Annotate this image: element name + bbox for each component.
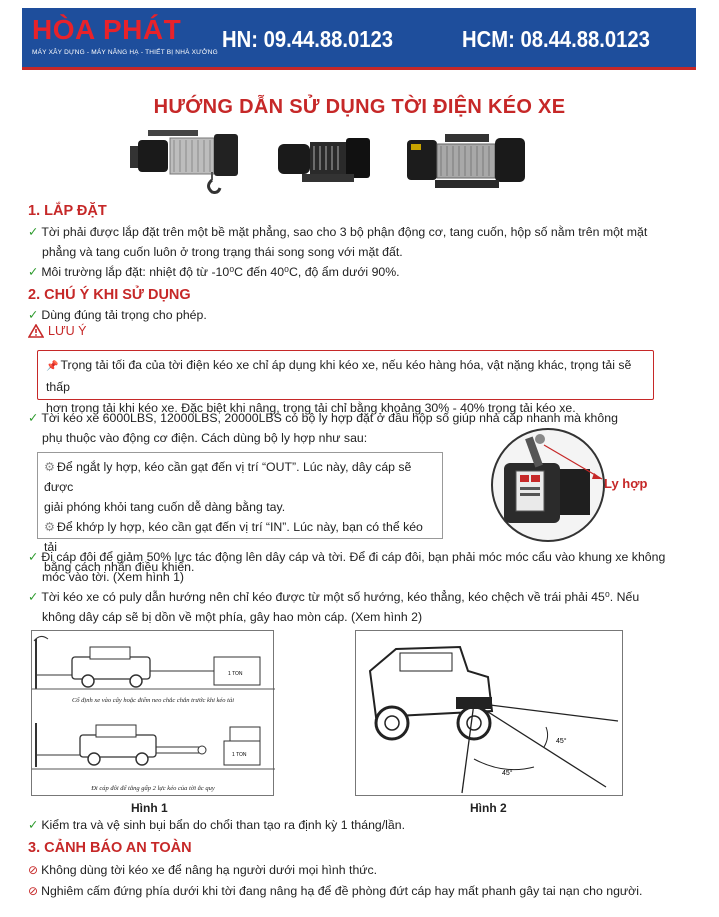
brand-name: HÒA PHÁT (32, 14, 182, 45)
sec3-item-1 (28, 860, 668, 880)
fig1-box-label-1: 1 TON (228, 671, 243, 677)
brand-logo (32, 14, 218, 56)
gear-icon: ⚙ (44, 520, 56, 534)
sec2-pulley (28, 587, 668, 607)
warning-heading (28, 324, 86, 338)
check-icon: ✓ (28, 265, 39, 279)
note-line-2: hơn trọng tải khi kéo xe. Đặc biệt khi nâng, trọng tải chỉ bằng khoảng 30% - 40% trọng tải kéo xe. (46, 401, 576, 415)
sec3-item-2-text: Nghiêm cấm đứng phía dưới khi tời đang nâng hạ để đề phòng đứt cáp hay mất phanh gây tai nạn cho người. (41, 884, 643, 898)
check-icon: ✓ (28, 225, 39, 239)
fig1-box-label-2: 1 TON (232, 752, 247, 758)
sec2-item-1 (28, 305, 668, 325)
sec2-double-cable (28, 547, 668, 567)
header-banner (22, 8, 696, 70)
prohibited-icon: ⊘ (28, 884, 39, 898)
fig2-angle-2: 45° (502, 770, 513, 777)
clutch-out-line-1 (44, 457, 436, 497)
note-line-1 (46, 355, 645, 398)
clutch-in-text: Để khớp ly hợp, kéo cần gạt đến vị trí “IN”. Lúc này, bạn có thể kéo tải (44, 520, 423, 554)
section-2-title: 2. CHÚ Ý KHI SỬ DỤNG (28, 287, 191, 303)
brand-tagline: MÁY XÂY DỰNG - MÁY NÂNG HẠ - THIẾT BỊ NHÀ XƯỞNG (32, 49, 218, 56)
sec2-item-1-text: Dùng đúng tải trọng cho phép. (41, 308, 207, 322)
clutch-photo (490, 425, 665, 545)
sec1-item-2 (28, 262, 668, 282)
check-icon: ✓ (28, 411, 39, 425)
clutch-out-line-2: giải phóng khỏi tang cuốn dễ dàng bằng tay. (44, 500, 286, 514)
sec2-double-cable-cont: móc vào tời. (Xem hình 1) (42, 570, 185, 584)
figure-1-drawing (32, 631, 275, 797)
sec1-item-1-cont: phẳng và tang cuốn luôn ở trong trạng thái song song với mặt đất. (42, 245, 403, 259)
sec2-pulley-text: Tời kéo xe có puly dẫn hướng nên chỉ kéo được từ một số hướng, kéo thẳng, kéo chệch về trái phải 45⁰. Nếu (41, 590, 640, 604)
sec1-item-1-text: Tời phải được lắp đặt trên một bề mặt phẳng, sao cho 3 bộ phận động cơ, tang cuốn, hộp số nằm trên một mặt (41, 225, 648, 239)
check-icon: ✓ (28, 590, 39, 604)
figure-1-label: Hình 1 (131, 801, 168, 815)
section-1-title: 1. LẮP ĐẶT (28, 203, 107, 219)
clutch-in-line-2: bằng cách nhấn điều khiển. (44, 560, 195, 574)
page-title: HƯỚNG DẪN SỬ DỤNG TỜI ĐIỆN KÉO XE (153, 96, 566, 118)
hn-phone[interactable]: HN: 09.44.88.0123 (222, 26, 394, 52)
gear-icon: ⚙ (44, 460, 56, 474)
note-box (37, 350, 654, 415)
sec2-pulley-cont: không dây cáp sẽ bị dồn về một phía, gây hao mòn cáp. (Xem hình 2) (42, 610, 423, 624)
fig2-angle-1: 45° (556, 738, 567, 745)
figure-2-label: Hình 2 (470, 801, 507, 815)
winch-image-2 (276, 130, 374, 188)
check-icon: ✓ (28, 818, 39, 832)
inspect-item (28, 815, 668, 835)
sec2-clutch-intro-cont: phụ thuộc vào động cơ điện. Cách dùng bộ ly hợp như sau: (42, 431, 368, 445)
prohibited-icon: ⊘ (28, 863, 39, 877)
sec1-item-1 (28, 222, 668, 242)
figure-2 (355, 630, 623, 796)
clutch-label: Ly hợp (604, 476, 648, 491)
hcm-phone[interactable]: HCM: 08.44.88.0123 (462, 26, 650, 52)
sec3-item-2 (28, 881, 708, 901)
warning-label: LƯU Ý (48, 324, 87, 338)
sec3-item-1-text: Không dùng tời kéo xe để nâng hạ người dưới mọi hình thức. (41, 863, 378, 877)
sec2-clutch-intro-text: Tời kéo xe 6000LBS, 12000LBS, 20000LBS có bộ ly hợp đặt ở đầu hộp số giúp nhả cáp nhanh mà không (41, 411, 618, 425)
clutch-out-text: Để ngắt ly hợp, kéo cần gạt đến vị trí “OUT”. Lúc này, dây cáp sẽ được (44, 460, 412, 494)
note-line-1-text: Trọng tải tối đa của tời điện kéo xe chỉ áp dụng khi kéo xe, nếu kéo hàng hóa, vật nặng khác, trọng tải sẽ thấp (46, 358, 632, 394)
winch-image-3 (405, 130, 530, 192)
inspect-text: Kiểm tra và vệ sinh bụi bẩn do chổi than tạo ra định kỳ 1 tháng/lần. (41, 818, 405, 832)
figure-1-caption-2: Đi cáp đôi để tăng gấp 2 lực kéo của tời ắc quy (91, 785, 215, 792)
figure-2-drawing (356, 631, 624, 797)
section-3-title: 3. CẢNH BÁO AN TOÀN (28, 840, 192, 856)
figure-1 (31, 630, 274, 796)
pin-icon: 📌 (46, 361, 59, 372)
check-icon: ✓ (28, 550, 39, 564)
warning-icon (28, 324, 44, 338)
figure-1-caption-1: Cố định xe vào cây hoặc điểm neo chắc chắn trước khi kéo tải (71, 697, 235, 704)
sec2-double-cable-text: Đi cáp đôi để giảm 50% lực tác động lên dây cáp và tời. Để đi cáp đôi, bạn phải móc móc cẩu vào khung xe không (41, 550, 666, 564)
sec1-item-2-text: Môi trường lắp đặt: nhiệt độ từ -10⁰C đến 40⁰C, độ ẩm dưới 90%. (41, 265, 400, 279)
winch-image-1 (128, 128, 243, 196)
check-icon: ✓ (28, 308, 39, 322)
